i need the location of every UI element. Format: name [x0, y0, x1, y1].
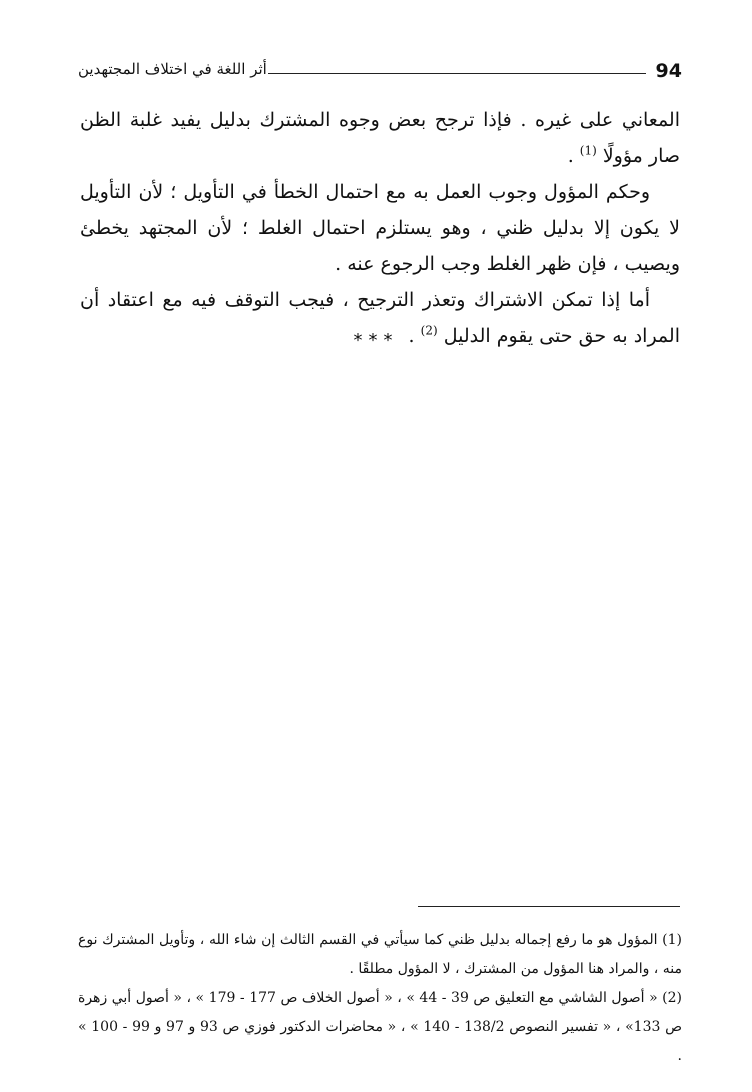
footnotes [78, 926, 682, 1071]
paragraph-3-end: . [408, 325, 421, 347]
paragraph-1 [80, 102, 680, 174]
paragraph-1-text: المعاني على غيره . فإذا ترجح بعض وجوه المشترك بدليل يفيد غلبة الظن صار مؤولًا [80, 109, 680, 167]
footnote-ref-1: (1) [579, 143, 597, 158]
running-title: أثر اللغة في اختلاف المجتهدين [78, 60, 267, 78]
section-separator: *** [353, 330, 399, 351]
page-number: 94 [655, 60, 682, 82]
footnote-2: (2) « أصول الشاشي مع التعليق ص 39 - 44 » ، « أصول الخلاف ص 177 - 179 » ، « أصول أبي زهرة ص 133» ، « تفسير النصوص 138/2 - 140 » ، « محاضرات الدكتور فوزي ص 93 و 97 و 99 - 100 » . [78, 990, 683, 1064]
main-text [80, 102, 680, 354]
footnote-1: (1) المؤول هو ما رفع إجماله بدليل ظني كما سيأتي في القسم الثالث إن شاء الله ، وتأويل المشترك نوع منه ، والمراد هنا المؤول من المشترك ، لا المؤول مطلقًا . [78, 932, 682, 977]
page-header [78, 58, 682, 92]
paragraph-1-end: . [567, 145, 580, 167]
paragraph-3-text: أما إذا تمكن الاشتراك وتعذر الترجيح ، فيجب التوقف فيه مع اعتقاد أن المراد به حق حتى يقوم الدليل [80, 289, 680, 347]
footnote-rule [418, 906, 680, 907]
footnote-ref-2: (2) [420, 323, 438, 338]
paragraph-2: وحكم المؤول وجوب العمل به مع احتمال الخطأ في التأويل ؛ لأن التأويل لا يكون إلا بدليل ظني ، وهو يستلزم احتمال الغلط ؛ لأن المجتهد يخطئ ويصيب ، فإن ظهر الغلط وجب الرجوع عنه . [80, 181, 680, 275]
header-rule [268, 73, 646, 74]
